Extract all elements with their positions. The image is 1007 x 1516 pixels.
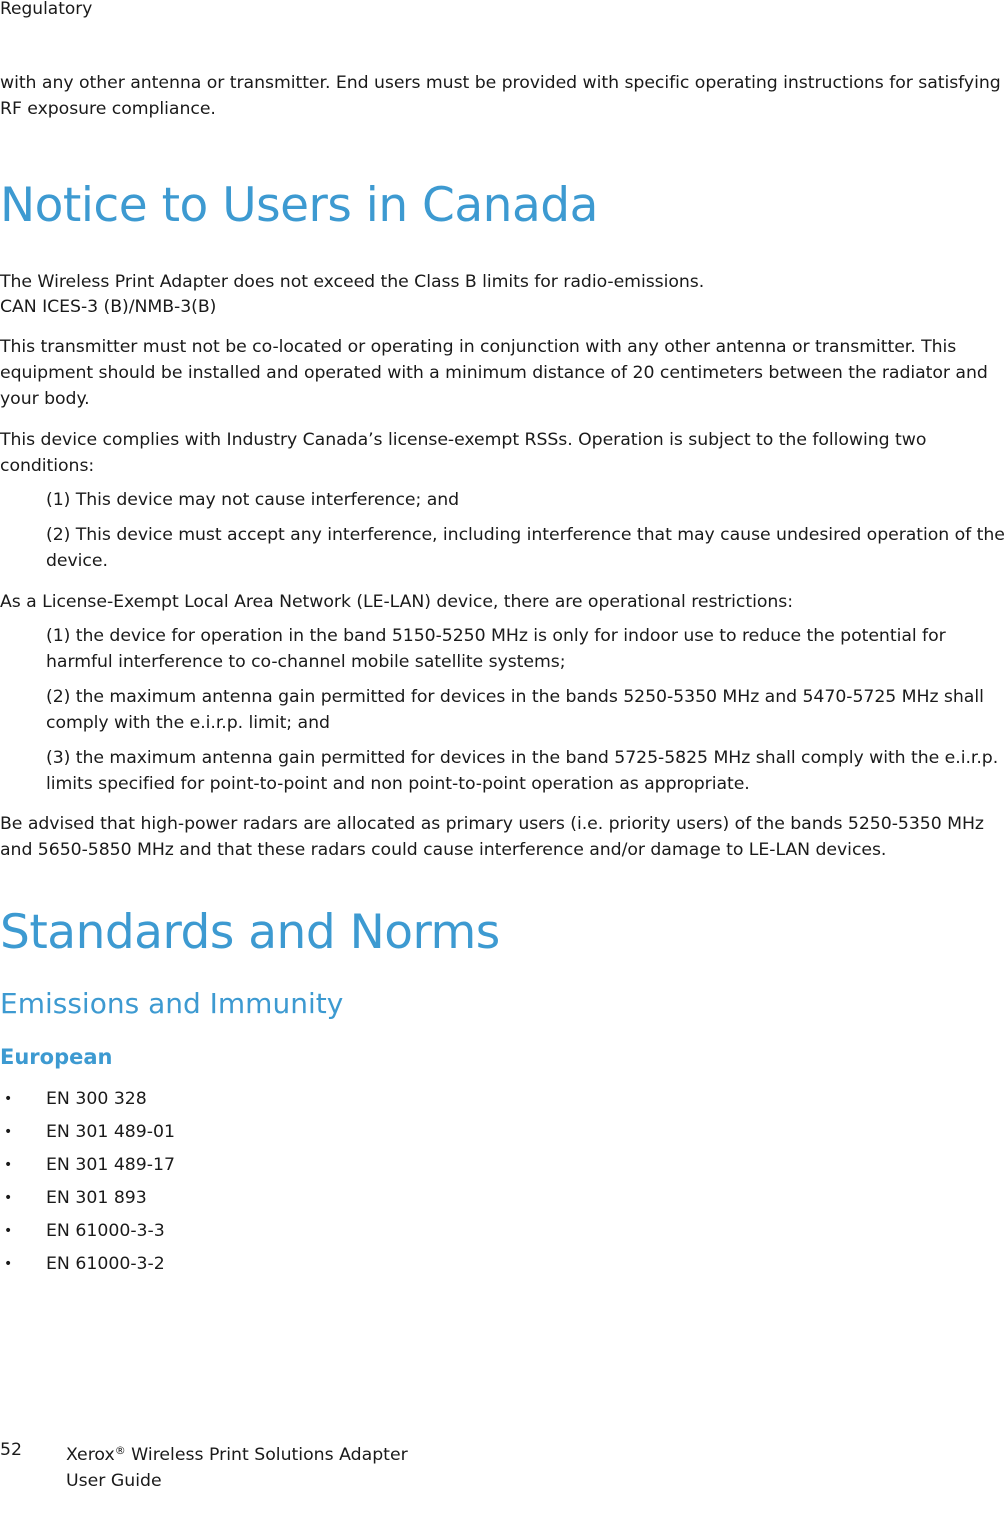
footer-guide-label: User Guide xyxy=(66,1471,162,1491)
footer-product-suffix: Wireless Print Solutions Adapter xyxy=(125,1445,408,1465)
list-item xyxy=(0,1083,1007,1116)
list-item xyxy=(0,1149,1007,1182)
list-item xyxy=(0,1116,1007,1149)
bullet-icon: • xyxy=(4,1223,13,1239)
footer-product-name xyxy=(66,1443,408,1467)
bullet-icon: • xyxy=(4,1157,13,1173)
standard-label: EN 300 328 xyxy=(46,1089,147,1109)
standard-label: EN 301 893 xyxy=(46,1188,147,1208)
bullet-icon: • xyxy=(4,1091,13,1107)
condition-item: (2) This device must accept any interference, including interference that may cause undesired operation of the device. xyxy=(46,525,1005,571)
page-number: 52 xyxy=(0,1440,22,1460)
can-ices-line: CAN ICES-3 (B)/NMB-3(B) xyxy=(0,297,217,317)
bullet-icon: • xyxy=(4,1256,13,1272)
page-content xyxy=(0,70,1007,1281)
standard-label: EN 61000-3-2 xyxy=(46,1254,165,1274)
class-b-line: The Wireless Print Adapter does not exceed the Class B limits for radio-emissions. xyxy=(0,272,705,292)
standard-label: EN 301 489-01 xyxy=(46,1122,176,1142)
european-heading: European xyxy=(0,1045,113,1069)
list-item xyxy=(0,1248,1007,1281)
emissions-subheading: Emissions and Immunity xyxy=(0,987,344,1020)
list-item xyxy=(0,1215,1007,1248)
restriction-item: (2) the maximum antenna gain permitted for devices in the bands 5250-5350 MHz and 5470-5725 MHz shall comply with the e.i.r.p. limit; and xyxy=(46,687,984,733)
rss-intro-paragraph: This device complies with Industry Canada’s license-exempt RSSs. Operation is subject to the following two conditions: xyxy=(0,430,927,476)
bullet-icon: • xyxy=(4,1124,13,1140)
canada-heading: Notice to Users in Canada xyxy=(0,178,598,233)
list-item xyxy=(0,1182,1007,1215)
radar-paragraph: Be advised that high-power radars are allocated as primary users (i.e. priority users) of the bands 5250-5350 MHz and 5650-5850 MHz and that these radars could cause interference and/or damage to LE-LAN devices. xyxy=(0,814,984,860)
bullet-icon: • xyxy=(4,1190,13,1206)
registered-mark: ® xyxy=(114,1444,126,1457)
lelan-intro-paragraph: As a License-Exempt Local Area Network (LE-LAN) device, there are operational restrictions: xyxy=(0,592,794,612)
footer-brand: Xerox xyxy=(66,1445,115,1465)
standards-heading: Standards and Norms xyxy=(0,905,500,960)
restriction-item: (1) the device for operation in the band 5150-5250 MHz is only for indoor use to reduce the potential for harmful interference to co-channel mobile satellite systems; xyxy=(46,626,946,672)
running-header: Regulatory xyxy=(0,0,93,19)
standard-label: EN 61000-3-3 xyxy=(46,1221,165,1241)
standards-list xyxy=(0,1083,1007,1281)
standard-label: EN 301 489-17 xyxy=(46,1155,176,1175)
condition-item: (1) This device may not cause interference; and xyxy=(46,490,460,510)
intro-paragraph: with any other antenna or transmitter. End users must be provided with specific operating instructions for satisfying RF exposure compliance. xyxy=(0,73,1001,119)
colocation-paragraph: This transmitter must not be co-located or operating in conjunction with any other antenna or transmitter. This equipment should be installed and operated with a minimum distance of 20 centimeters between the radiator and your body. xyxy=(0,337,988,409)
restriction-item: (3) the maximum antenna gain permitted for devices in the band 5725-5825 MHz shall comply with the e.i.r.p. limits specified for point-to-point and non point-to-point operation as appropriate. xyxy=(46,748,999,794)
